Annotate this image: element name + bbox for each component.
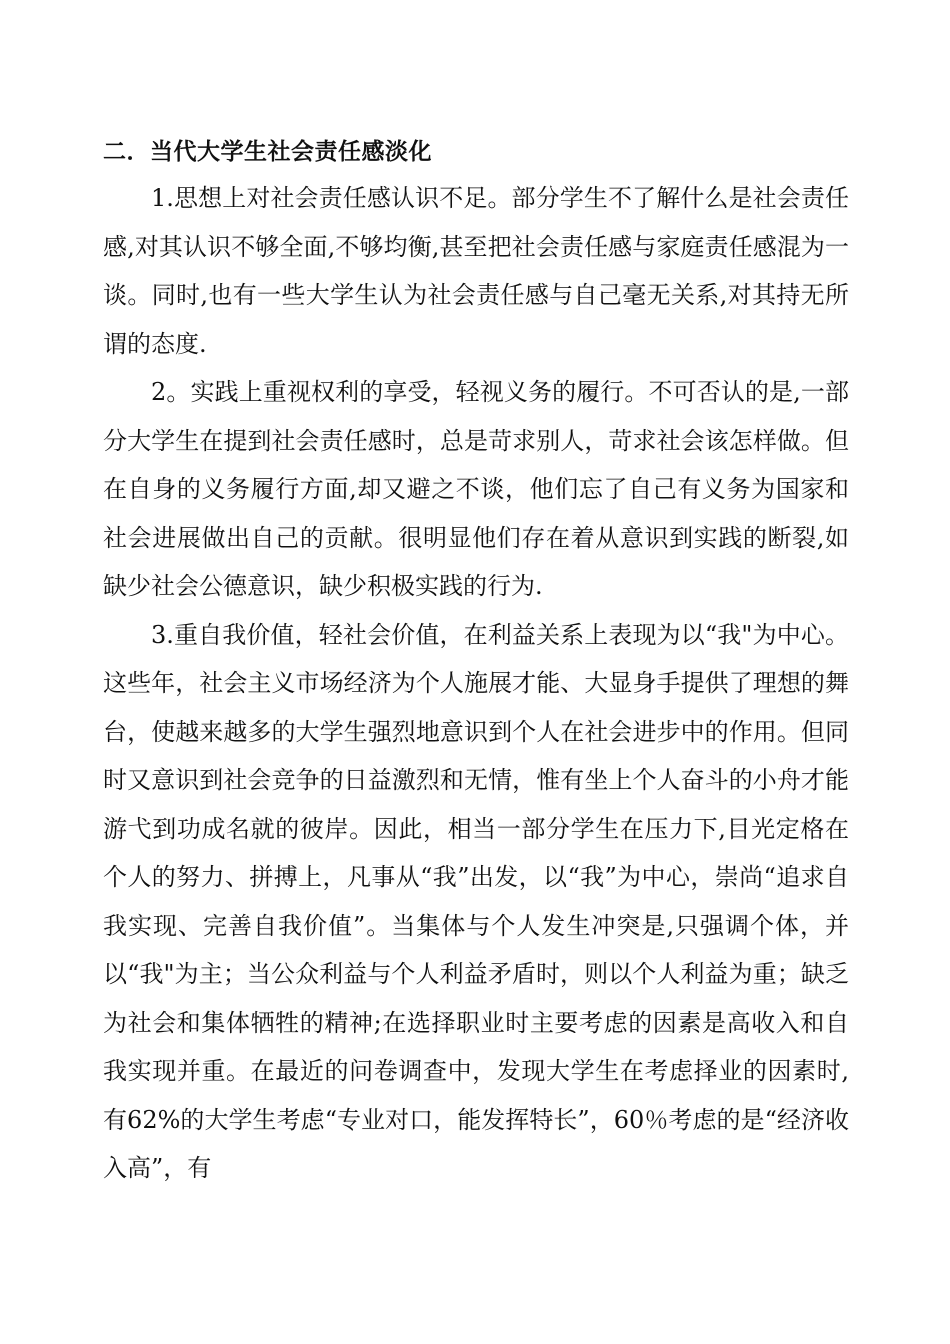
paragraph-3: 3.重自我价值，轻社会价值，在利益关系上表现为以“我"为中心。这些年，社会主义市场经济为个人施展才能、大显身手提供了理想的舞台，使越来越多的大学生强烈地意识到个人在社会进步中的作用。但同时又意识到社会竞争的日益激烈和无情，惟有坐上个人奋斗的小舟才能游弋到功成名就的彼岸。因此，相当一部分学生在压力下,目光定格在个人的努力、拼搏上，凡事从“我”出发，以“我”为中心，崇尚“追求自我实现、完善自我价值”。当集体与个人发生冲突是,只强调个体，并以“我"为主；当公众利益与个人利益矛盾时，则以个人利益为重；缺乏为社会和集体牺牲的精神;在选择职业时主要考虑的因素是高收入和自我实现并重。在最近的问卷调查中，发现大学生在考虑择业的因素时,有62%的大学生考虑“专业对口，能发挥特长”，60％考虑的是“经济收入高”，有 — [103, 620, 849, 1182]
section-heading: 二．当代大学生社会责任感淡化 — [103, 139, 432, 165]
paragraph-1: 1.思想上对社会责任感认识不足。部分学生不了解什么是社会责任感,对其认识不够全面,不够均衡,甚至把社会责任感与家庭责任感混为一谈。同时,也有一些大学生认为社会责任感与自己毫无关系,对其持无所谓的态度. — [103, 184, 849, 358]
document-body — [103, 130, 849, 1193]
paragraph-2: 2。实践上重视权利的享受，轻视义务的履行。不可否认的是,一部分大学生在提到社会责任感时，总是苛求别人，苛求社会该怎样做。但在自身的义务履行方面,却又避之不谈，他们忘了自己有义务为国家和社会进展做出自己的贡献。很明显他们存在着从意识到实践的断裂,如缺少社会公德意识，缺少积极实践的行为. — [103, 378, 849, 600]
